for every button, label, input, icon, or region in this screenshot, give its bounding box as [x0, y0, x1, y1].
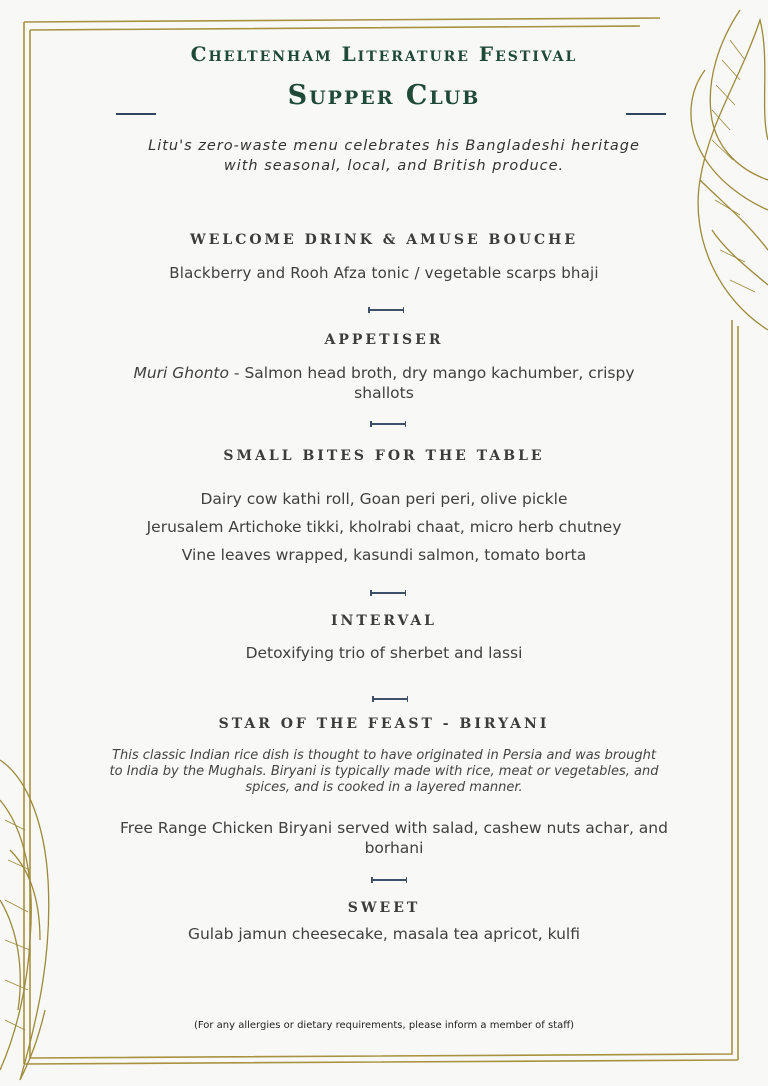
section-heading-welcome: WELCOME DRINK & AMUSE BOUCHE: [189, 232, 579, 248]
leaf-illustration-bottom-left: [0, 760, 49, 1080]
title-rule-left: [116, 113, 156, 115]
title-rule-right: [626, 113, 666, 115]
section-heading-sweet: SWEET: [347, 900, 421, 916]
menu-item: Gulab jamun cheesecake, masala tea apricot, kulfi: [187, 925, 581, 943]
menu-item: Dairy cow kathi roll, Goan peri peri, olive pickle: [200, 490, 568, 508]
section-divider: [370, 423, 406, 425]
section-divider: [371, 879, 407, 881]
biryani-dish: Free Range Chicken Biryani served with salad, cashew nuts achar, and borhani: [120, 819, 668, 857]
intro-text: Litu's zero-waste menu celebrates his Bangladeshi heritage with seasonal, local, and British produce.: [148, 138, 640, 174]
biryani-description: This classic Indian rice dish is thought to have originated in Persia and was brought to India by the Mughals. Biryani is typically made with rice, meat or vegetables, and spices, and is cooked in a layered manner.: [109, 748, 659, 795]
menu-item: Detoxifying trio of sherbet and lassi: [245, 644, 523, 662]
section-heading-small-bites: SMALL BITES FOR THE TABLE: [223, 448, 545, 464]
section-heading-interval: INTERVAL: [330, 613, 438, 629]
section-divider: [372, 698, 408, 700]
supper-club-title: Supper Club: [287, 80, 481, 111]
dish-name: Muri Ghonto: [133, 364, 229, 382]
appetiser-dish: Muri Ghonto - Salmon head broth, dry mango kachumber, crispy shallots: [133, 364, 635, 402]
menu-item: Vine leaves wrapped, kasundi salmon, tomato borta: [181, 546, 587, 564]
section-divider: [370, 592, 406, 594]
festival-title: Cheltenham Literature Festival: [190, 42, 578, 66]
allergy-notice: (For any allergies or dietary requirements, please inform a member of staff): [193, 1020, 575, 1031]
section-heading-biryani: STAR OF THE FEAST - BIRYANI: [218, 716, 550, 732]
section-heading-appetiser: APPETISER: [324, 332, 444, 348]
section-divider: [368, 309, 404, 311]
menu-item: Blackberry and Rooh Afza tonic / vegetable scarps bhaji: [169, 264, 599, 282]
menu-item: Jerusalem Artichoke tikki, kholrabi chaat, micro herb chutney: [146, 518, 622, 536]
